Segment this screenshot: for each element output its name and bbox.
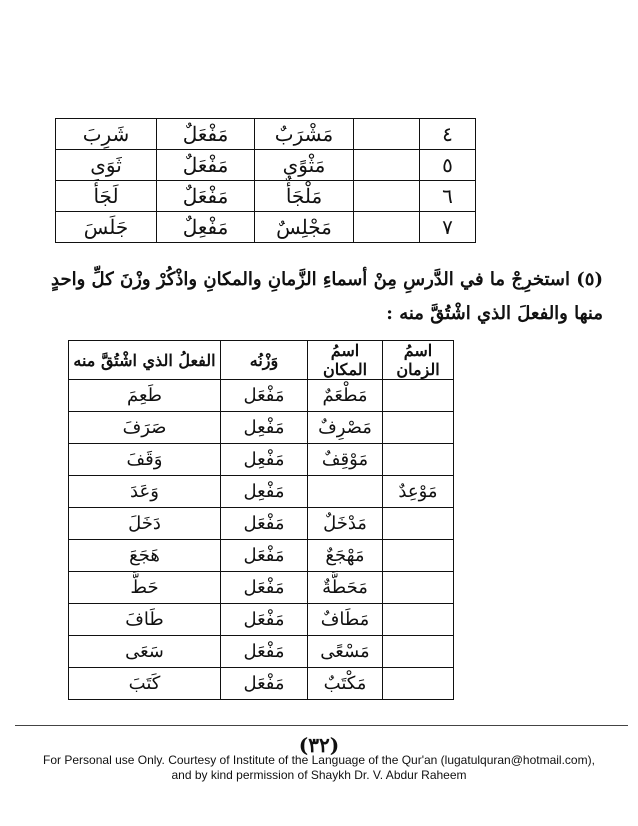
wazn: مَفْعَلٌ	[157, 119, 255, 150]
table-row	[69, 476, 454, 508]
credit-line-1: For Personal use Only. Courtesy of Institute of the Language of the Qur'an (lugatulquran@hotmail.com),	[43, 753, 595, 767]
table-row	[69, 412, 454, 444]
examples-table	[55, 118, 476, 243]
wazn: مَفْعَل	[221, 508, 308, 540]
header-time-noun: اسمُ الزمان	[383, 341, 454, 380]
wazn: مَفْعَلٌ	[157, 181, 255, 212]
place-noun: مَطَافٌ	[308, 604, 383, 636]
page-number: (٣٢)	[298, 733, 340, 757]
table-row	[69, 380, 454, 412]
wazn: مَفْعِل	[221, 444, 308, 476]
wazn: مَفْعَل	[221, 636, 308, 668]
verb: حَطَّ	[69, 572, 221, 604]
table-row	[56, 181, 476, 212]
wazn: مَفْعَل	[221, 572, 308, 604]
place-noun: مَدْخَلٌ	[308, 508, 383, 540]
time-noun	[383, 412, 454, 444]
verb: كَتَبَ	[69, 668, 221, 700]
table-row	[69, 508, 454, 540]
place-noun: مَهْجَعٌ	[308, 540, 383, 572]
time-noun	[383, 540, 454, 572]
verb: شَرِبَ	[56, 119, 157, 150]
row-number: ٤	[420, 119, 476, 150]
table-row	[69, 636, 454, 668]
verb: طَافَ	[69, 604, 221, 636]
verb: وَقَفَ	[69, 444, 221, 476]
table-row	[56, 150, 476, 181]
header-row	[69, 341, 454, 380]
place-noun: مَطْعَمٌ	[308, 380, 383, 412]
blank-cell	[354, 150, 420, 181]
place-noun: مَجْلِسٌ	[255, 212, 354, 243]
time-noun	[383, 668, 454, 700]
table-row	[69, 572, 454, 604]
header-verb: الفعلُ الذي اشْتُقَّ منه	[69, 341, 221, 380]
verb: دَخَلَ	[69, 508, 221, 540]
answer-table	[68, 340, 454, 700]
row-number: ٦	[420, 181, 476, 212]
table-row	[56, 119, 476, 150]
verb: جَلَسَ	[56, 212, 157, 243]
row-number: ٧	[420, 212, 476, 243]
time-noun	[383, 380, 454, 412]
wazn: مَفْعَل	[221, 540, 308, 572]
verb: وَعَدَ	[69, 476, 221, 508]
footer-divider	[15, 725, 628, 726]
wazn: مَفْعِل	[221, 476, 308, 508]
place-noun	[308, 476, 383, 508]
place-noun: مَوْقِفٌ	[308, 444, 383, 476]
header-wazn: وَزْنُه	[221, 341, 308, 380]
wazn: مَفْعَلٌ	[157, 150, 255, 181]
verb: لَجَأَ	[56, 181, 157, 212]
exercise-line-1: (٥) استخرِجْ ما في الدَّرسِ مِنْ أسماءِ الزَّمانِ والمكانِ واذْكُرْ وزْنَ كلِّ واحدٍ	[51, 269, 603, 290]
time-noun	[383, 444, 454, 476]
verb: سَعَى	[69, 636, 221, 668]
place-noun: مَشْرَبٌ	[255, 119, 354, 150]
time-noun	[383, 604, 454, 636]
exercise-instruction	[25, 263, 603, 331]
place-noun: مَحَطَّةٌ	[308, 572, 383, 604]
verb: طَعِمَ	[69, 380, 221, 412]
wazn: مَفْعِل	[221, 412, 308, 444]
verb: هَجَعَ	[69, 540, 221, 572]
table-row	[69, 540, 454, 572]
table-row	[69, 604, 454, 636]
table-row	[69, 444, 454, 476]
verb: ثَوَى	[56, 150, 157, 181]
place-noun: مَثْوًى	[255, 150, 354, 181]
place-noun: مَسْعًى	[308, 636, 383, 668]
table-row	[56, 212, 476, 243]
time-noun: مَوْعِدٌ	[383, 476, 454, 508]
blank-cell	[354, 119, 420, 150]
place-noun: مَكْتَبٌ	[308, 668, 383, 700]
row-number: ٥	[420, 150, 476, 181]
header-place-noun: اسمُ المكان	[308, 341, 383, 380]
verb: صَرَفَ	[69, 412, 221, 444]
exercise-line-2: منها والفعلَ الذي اشْتُقَّ منه :	[386, 303, 603, 324]
blank-cell	[354, 212, 420, 243]
credit-line-2: and by kind permission of Shaykh Dr. V. Abdur Raheem	[171, 768, 467, 782]
time-noun	[383, 572, 454, 604]
wazn: مَفْعَل	[221, 604, 308, 636]
place-noun: مَلْجَأٌ	[255, 181, 354, 212]
blank-cell	[354, 181, 420, 212]
place-noun: مَصْرِفٌ	[308, 412, 383, 444]
time-noun	[383, 636, 454, 668]
time-noun	[383, 508, 454, 540]
wazn: مَفْعَل	[221, 380, 308, 412]
wazn: مَفْعَل	[221, 668, 308, 700]
table-row	[69, 668, 454, 700]
wazn: مَفْعِلٌ	[157, 212, 255, 243]
